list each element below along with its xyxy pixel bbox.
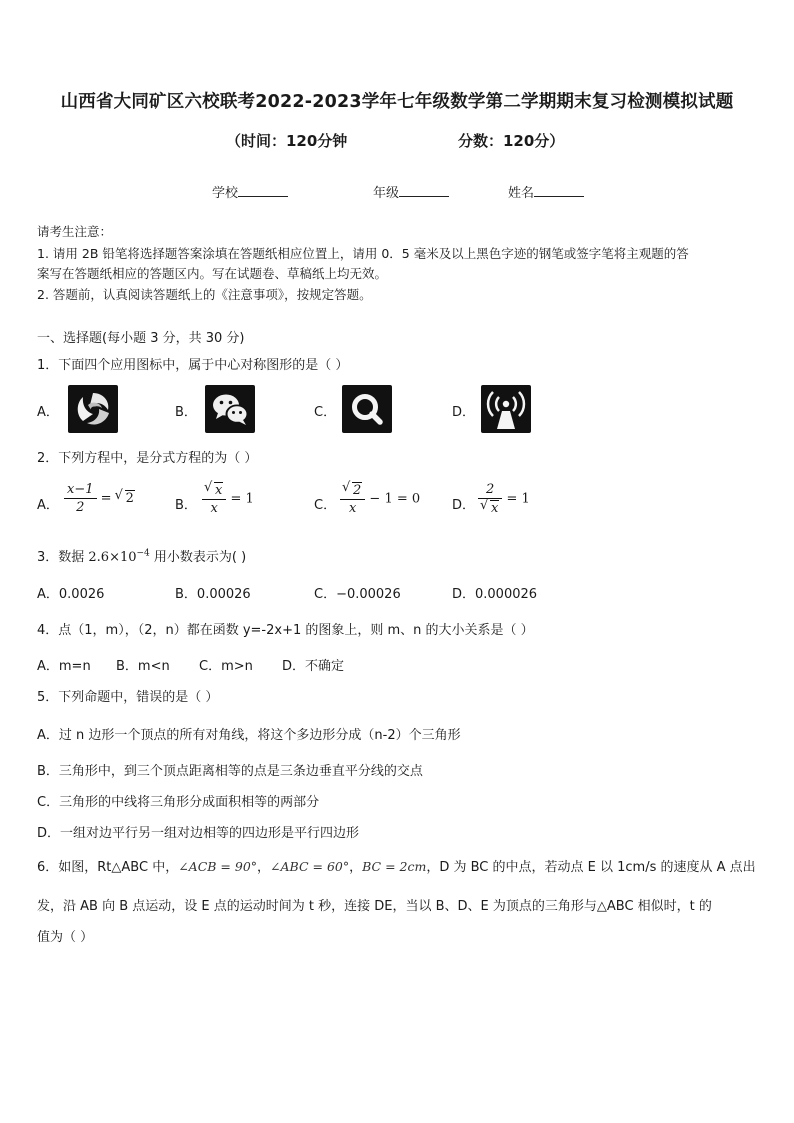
wechat-icon[interactable]: [205, 385, 255, 433]
q5-option-a[interactable]: A．过 n 边形一个顶点的所有对角线，将这个多边形分成（n-2）个三角形: [37, 728, 461, 743]
q6-stem-line-1: 6．如图，Rt△ABC 中，∠ACB = 90°，∠ABC = 60°，BC = 2cm，D 为 BC 的中点，若动点 E 以 1cm/s 的速度从 A 点出: [37, 859, 756, 875]
q2-stem: 2．下列方程中，是分式方程的为（ ）: [37, 451, 258, 466]
q2-option-a-label: A．: [37, 498, 59, 513]
q2-option-b-equation[interactable]: √ $\frac{x}{x}$ = 1: [202, 482, 254, 516]
q3-stem: 3．数据 $2.6\times 10^{-4}$ 用小数表示为( ): [37, 548, 247, 565]
q2-b-fraction: √ $\frac{x}{x}$: [202, 482, 226, 516]
swirl-app-icon[interactable]: [68, 385, 118, 433]
q5-stem: 5．下列命题中，错误的是（ ）: [37, 690, 219, 705]
exam-score: 分数：120分）: [458, 132, 565, 150]
q2-option-b-label: B．: [175, 498, 197, 513]
q1-option-b-label: B．: [175, 405, 197, 420]
q1-option-c-label: C．: [314, 405, 337, 420]
notice-line-1a: 1. 请用 2B 铅笔将选择题答案涂填在答题纸相应位置上，请用 0．5 毫米及以上黑色字迹的钢笔或签字笔将主观题的答: [37, 246, 689, 261]
q6-stem-line-2: 发，沿 AB 向 B 点运动，设 E 点的运动时间为 t 秒，连接 DE，当以 B、D、E 为顶点的三角形与△ABC 相似时，t 的: [37, 899, 712, 914]
q3-option-b[interactable]: B．0.00026: [175, 587, 251, 602]
notice-heading: 请考生注意：: [37, 224, 113, 239]
q4-option-b[interactable]: B．m<n: [116, 659, 170, 674]
q2-c-fraction: √ $\frac{2}{x}$: [340, 482, 365, 516]
q2-option-d-label: D．: [452, 498, 476, 513]
q5-option-b[interactable]: B．三角形中，到三个顶点距离相等的点是三条边垂直平分线的交点: [37, 764, 423, 779]
q4-option-d[interactable]: D．不确定: [282, 659, 345, 674]
q4-stem: 4．点（1，m），（2，n）都在函数 y=-2x+1 的图象上，则 m、n 的大小关系是（ ）: [37, 623, 534, 638]
q3-exponent: −4: [136, 548, 150, 559]
q3-option-d[interactable]: D．0.000026: [452, 587, 538, 602]
grade-blank[interactable]: [399, 184, 449, 197]
school-field: [212, 182, 288, 201]
q4-option-a[interactable]: A．m=n: [37, 659, 91, 674]
broadcast-tower-icon[interactable]: [481, 385, 531, 433]
q2-option-a-equation[interactable]: $\frac{x-1}{2}$ = √ 2: [64, 482, 135, 515]
grade-label: 年级: [373, 186, 400, 201]
q2-option-d-equation[interactable]: 2 √ x = 1: [478, 482, 530, 516]
name-blank[interactable]: [534, 184, 584, 197]
exam-time: （时间：120分钟: [226, 132, 348, 150]
notice-line-2: 2. 答题前，认真阅读答题纸上的《注意事项》，按规定答题。: [37, 287, 372, 302]
section-heading: 一、选择题(每小题 3 分，共 30 分): [37, 331, 245, 346]
q6-stem-line-3: 值为（ ）: [37, 930, 94, 945]
q3-option-c[interactable]: C．−0.00026: [314, 587, 401, 602]
school-label: 学校: [212, 186, 239, 201]
q1-option-d-label: D．: [452, 405, 476, 420]
q1-option-a-label: A．: [37, 405, 59, 420]
q6-side-bc: BC = 2cm: [362, 859, 427, 874]
q3-number: 2.6×10: [88, 550, 137, 565]
q2-a-fraction: $\frac{x-1}{2}$: [64, 482, 97, 515]
q2-d-fraction: 2 √ x: [478, 482, 502, 516]
grade-field: [373, 182, 449, 201]
q4-option-c[interactable]: C．m>n: [199, 659, 253, 674]
q2-a-sqrt: √ 2: [125, 490, 135, 506]
q6-angle-abc: ∠ABC = 60°: [270, 859, 350, 874]
q5-option-c[interactable]: C．三角形的中线将三角形分成面积相等的两部分: [37, 795, 320, 810]
name-field: [508, 182, 584, 201]
q3-option-a[interactable]: A．0.0026: [37, 587, 105, 602]
name-label: 姓名: [508, 186, 535, 201]
school-blank[interactable]: [238, 184, 288, 197]
page-title: 山西省大同矿区六校联考2022-2023学年七年级数学第二学期期末复习检测模拟试题: [60, 92, 734, 112]
search-q-icon[interactable]: [342, 385, 392, 433]
q6-angle-acb: ∠ACB = 90°: [178, 859, 258, 874]
notice-line-1b: 案写在答题纸相应的答题区内。写在试题卷、草稿纸上均无效。: [37, 266, 388, 281]
q5-option-d[interactable]: D．一组对边平行另一组对边相等的四边形是平行四边形: [37, 826, 360, 841]
q1-stem: 1．下面四个应用图标中，属于中心对称图形的是（ ）: [37, 358, 349, 373]
q2-option-c-equation[interactable]: √ $\frac{2}{x}$ − 1 = 0: [340, 482, 420, 516]
q2-option-c-label: C．: [314, 498, 337, 513]
